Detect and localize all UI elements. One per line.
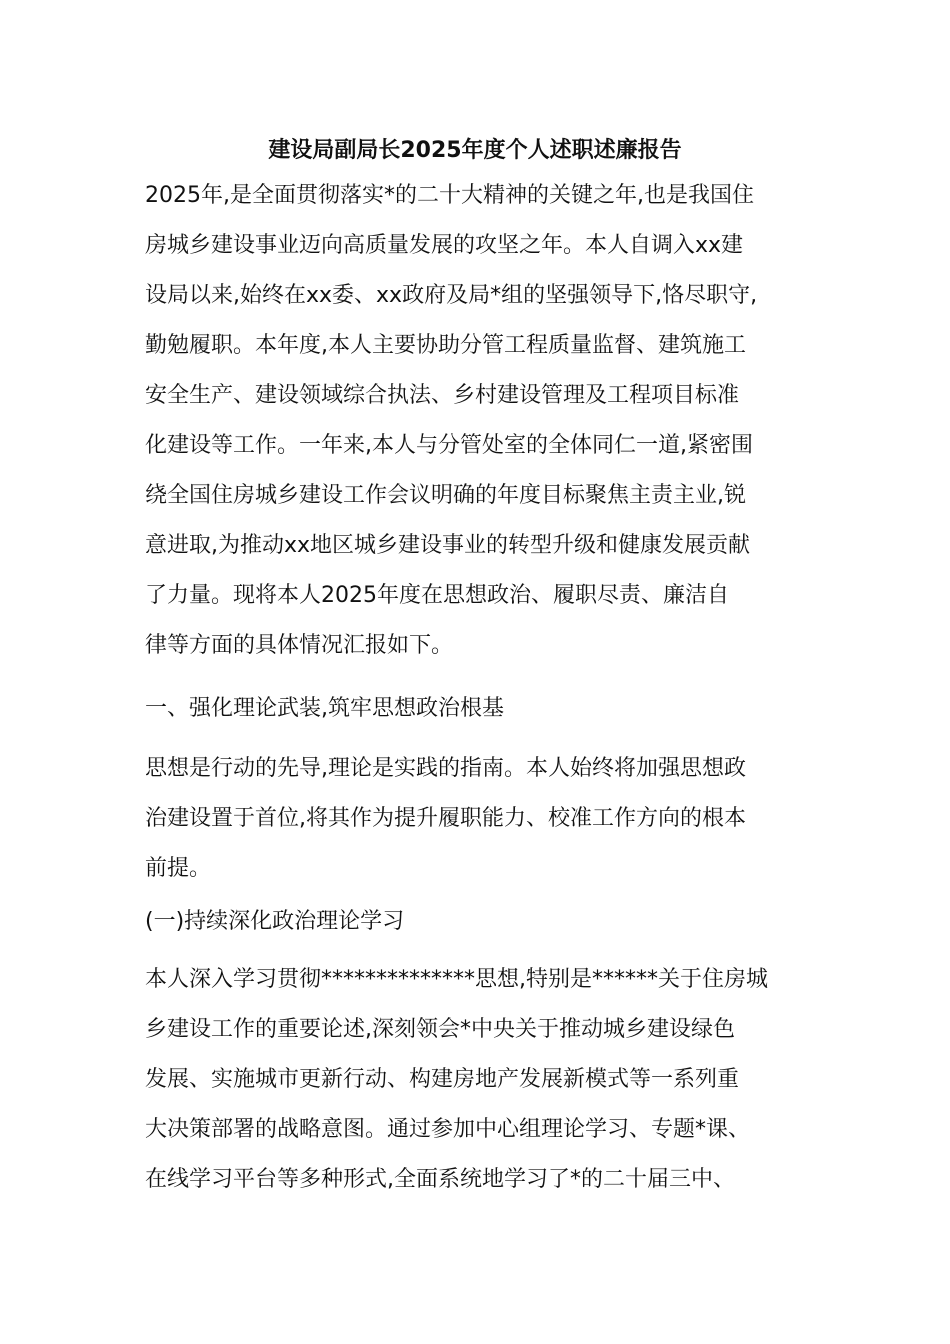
body-text-line: 绕全国住房城乡建设工作会议明确的年度目标聚焦主责主业,锐 <box>145 483 746 508</box>
body-text-line: 2025年,是全面贯彻落实*的二十大精神的关键之年,也是我国住 <box>145 183 754 208</box>
subsection-heading: (一)持续深化政治理论学习 <box>145 909 405 934</box>
body-text-line: 大决策部署的战略意图。通过参加中心组理论学习、专题*课、 <box>145 1117 751 1142</box>
body-text-line: 在线学习平台等多种形式,全面系统地学习了*的二十届三中、 <box>145 1167 735 1192</box>
body-text-line: 前提。 <box>145 856 212 881</box>
section-heading: 一、强化理论武装,筑牢思想政治根基 <box>145 696 504 721</box>
body-text-line: 勤勉履职。本年度,本人主要协助分管工程质量监督、建筑施工 <box>145 333 746 358</box>
body-text-line: 房城乡建设事业迈向高质量发展的攻坚之年。本人自调入xx建 <box>145 233 744 258</box>
body-text-line: 乡建设工作的重要论述,深刻领会*中央关于推动城乡建设绿色 <box>145 1017 735 1042</box>
body-text-line: 律等方面的具体情况汇报如下。 <box>145 633 454 658</box>
body-text-line: 意进取,为推动xx地区城乡建设事业的转型升级和健康发展贡献 <box>145 533 751 558</box>
body-text-line: 设局以来,始终在xx委、xx政府及局*组的坚强领导下,恪尽职守, <box>145 283 758 308</box>
document-title: 建设局副局长2025年度个人述职述廉报告 <box>268 138 682 163</box>
body-text-line: 化建设等工作。一年来,本人与分管处室的全体同仁一道,紧密围 <box>145 433 753 458</box>
body-text-line: 本人深入学习贯彻**************思想,特别是******关于住房城 <box>145 967 768 992</box>
body-text-line: 发展、实施城市更新行动、构建房地产发展新模式等一系列重 <box>145 1067 740 1092</box>
body-text-line: 治建设置于首位,将其作为提升履职能力、校准工作方向的根本 <box>145 806 746 831</box>
body-text-line: 安全生产、建设领域综合执法、乡村建设管理及工程项目标准 <box>145 383 740 408</box>
body-text-line: 了力量。现将本人2025年度在思想政治、履职尽责、廉洁自 <box>145 583 729 608</box>
body-text-line: 思想是行动的先导,理论是实践的指南。本人始终将加强思想政 <box>145 756 746 781</box>
